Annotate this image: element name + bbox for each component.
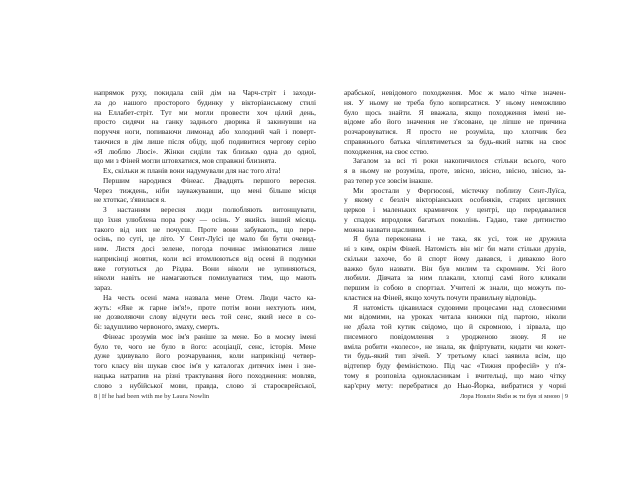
text-line: Загалом за всі ті роки накопичилося стільки всього, чого (353, 156, 566, 166)
left-page-body (94, 88, 316, 390)
text-line: жуть: «Яке ж гарне ім'я!», проте потім вони нехтують ним, (94, 302, 316, 312)
text-line: Я була переконана і не така, як усі, тож не дружила (353, 234, 566, 244)
text-line: тому я розповіла однокласникам і вчительці, що маю чітку (344, 370, 566, 380)
text-line: ла до нашого просторого будинку у вікторіанському стилі (94, 97, 316, 107)
text-line: поруччя ноги, попиваючи лимонад або холодний чай і поверт- (94, 127, 316, 136)
text-line: арабської, невідомого походження. Моє ж мало чітке значен- (344, 88, 566, 97)
text-line: Першим народився Фінеас. Двадцять першого вересня. (103, 175, 316, 185)
text-line: кластися на Фіней, якщо хочуть почути правильну відповідь. (344, 292, 537, 302)
text-line: ня. У ньому не треба було копирсатися. У ньому неможливо (344, 97, 566, 107)
text-line: ти будь-який тип зічей. У третьому класі заявила всім, що (344, 351, 566, 361)
text-line: кар'єрну мету: перебратися до Нью-Йорка, вибратися у чорні (344, 380, 566, 390)
right-page-body (344, 88, 566, 390)
text-line: таючися в дім лише після обіду, щоб подивитися чергову серію (94, 136, 316, 146)
text-line: З настанням вересня люди полюбляють витонщувати, (103, 205, 316, 214)
text-line: зараз. (94, 283, 112, 292)
text-line: не хтоткає, з'явилася я. (94, 195, 167, 205)
text-line: на Еллабет-стріт. Тут ми могли провести хоч цілий день, (94, 107, 316, 117)
text-line: На честь осені мама назвала мене Отем. Люди часто ка- (103, 292, 316, 302)
text-line: «Я люблю Люсі». Жінки сиділи так близько одна до одної, (94, 146, 316, 156)
text-line: ніколи навіть не намагаються помилуватися тим, що мають (94, 273, 316, 283)
text-line: вміла робити «колесо», не знала, як фліртувати, кидати чи кокет- (344, 341, 566, 351)
text-line: вже готуються до Різдва. Вони ніколи не зупиняються, (94, 263, 316, 273)
text-line: що їхня улюблена пора року — осінь. У якийсь інший місяць (94, 214, 316, 224)
text-line: слово з нубійської мови, правда, слово зі староєврейської, (94, 380, 316, 390)
text-line: розчаровуватися. Я просто не розуміла, що хлопчик без (344, 127, 566, 136)
text-line: можна назвати щасливим. (344, 224, 426, 234)
text-line: важко було назвати. Він був милим та скромним. Усі його (344, 263, 566, 273)
text-line: того класу він шукав своє ім'я у каталогах дитячих імен і зне- (94, 361, 316, 370)
left-page-footer: 8 | If he had been with me by Laura Nowlin (94, 393, 210, 400)
text-line: Фінеас зрозумів моє ім'я раніше за мене. Бо в моєму імені (103, 331, 316, 341)
text-line: осінь, по суті, це літо. У Сент-Луїсі це мало би бути очевид- (94, 234, 316, 244)
text-line: не дбала той кутик свідомо, що й скромною, і зірвала, що (344, 322, 566, 331)
text-line: церков і маленьких крамничок у центрі, що передавалися (344, 205, 566, 214)
text-line: справжнього батька чіплятиметься за будь-який натяк на своє (344, 136, 566, 146)
right-page-footer: Лора Новлін Якби ж ти був зі мною | 9 (459, 393, 568, 400)
text-line: Через тиждень, ніби зауважувавши, що мені більше місця (94, 185, 316, 195)
text-line: першим із собою в спортзал. Учителі ж знали, що можуть по- (344, 283, 566, 292)
text-line: такого від них не почуєш. Проте вони забувають, що пере- (94, 224, 316, 234)
text-line: скільки захоче, бо й спорт йому давався, і дивакою його (344, 253, 566, 263)
text-line: Я натомість цікавилася судовими процесами над словесними (353, 302, 566, 312)
text-line: наприкінці жовтня, коли всі втомлюються від осені й подумки (94, 253, 316, 263)
text-line: ним. Листя досі зелене, погода починає змінюватися лише (94, 244, 316, 253)
text-line: нацька натрапив на різні трактування його походження: мовляв, (94, 370, 316, 380)
text-line: напрямок руху, покидала свій дім на Чарч-стріт і заходи- (94, 88, 316, 97)
text-line: раз тепер усе зовсім інакше. (344, 175, 433, 185)
text-line: що ми з Фіней могли штовхатися, мов справжні близнята. (94, 156, 277, 166)
text-line: було те, чого не було в його: асоціації, сенс, історія. Мене (94, 341, 316, 351)
text-line: любили. Дівчата за ним плакали, хлопці самі його кликали (344, 273, 566, 283)
text-line: я в ньому не розуміла, проте, звісно, звісно, звісно, звісно, за- (344, 166, 566, 175)
text-line: дуже здивувало його розчарування, коли наприкінці четвер- (94, 351, 316, 361)
text-line: Ех, скільки ж планів вони надумували для нас того літа! (103, 166, 281, 175)
text-line: не дозволяючи слову відчути весь той сенс, який несе в со- (94, 312, 316, 322)
text-line: ні з ким, окрім Фіней. Натомість він міг би мати стільки друзів, (344, 244, 566, 253)
text-line: просто сидячи на ганку заднього дворика й закинувши на (94, 117, 316, 127)
text-line: походження, на своє єство. (344, 146, 429, 156)
text-line: відтепер буду феміністкою. Під час «Тижня професій» у п'я- (344, 361, 566, 370)
text-line: було щось знайти. Я вважала, якщо походження імені не- (344, 107, 566, 117)
text-line: відоме або його значення не з'ясоване, це ліпше не причина (344, 117, 566, 127)
text-line: бі: задушливо червоного, змаху, смерть. (94, 322, 220, 331)
text-line: у спадок впродовж багатьох поколінь. Гадаю, таке дитинство (344, 214, 566, 224)
text-line: Ми зростали у Фергюсоні, містечку поблизу Сент-Луїса, (353, 185, 566, 195)
text-line: ми відомими, на уроках читала книжки під партою, ніколи (344, 312, 566, 322)
text-line: у якому є безліч вікторіанських особняків, старих цегляних (344, 195, 566, 205)
text-line: писемного повідомлення з уродженою знову. Я не (344, 331, 566, 341)
